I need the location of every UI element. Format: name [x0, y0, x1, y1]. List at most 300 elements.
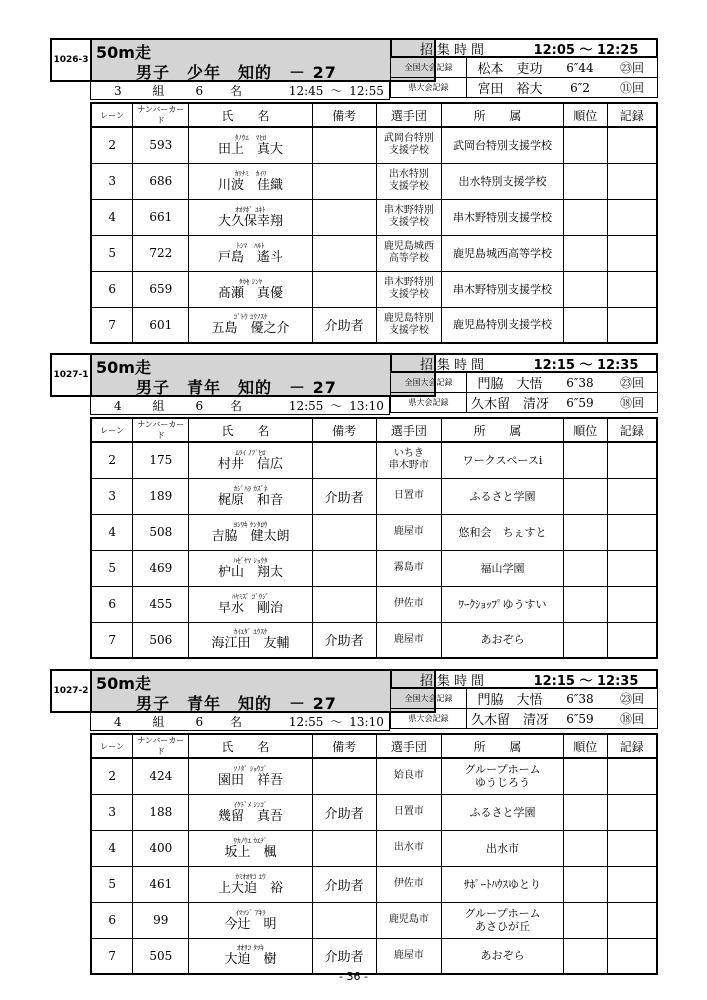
number-cell: 508	[133, 514, 189, 550]
lane-cell: 7	[91, 622, 133, 658]
entrant-count: 6	[195, 398, 204, 413]
header-name: 氏 名	[189, 418, 313, 442]
athlete-cell	[189, 271, 313, 307]
affiliation-cell: グループホーム ゆうじろう	[442, 758, 564, 794]
number-cell: 661	[133, 199, 189, 235]
athlete-kana: ﾖｼﾜｷ ｹﾝﾀﾛｳ	[233, 520, 268, 529]
lane-cell: 7	[91, 938, 133, 974]
team-cell: 日置市	[376, 794, 442, 830]
group-info	[90, 397, 390, 415]
entrant-label: 名	[230, 84, 243, 98]
time-separator: 〜	[330, 399, 343, 413]
record-cell[interactable]	[607, 902, 657, 938]
record-cell[interactable]	[607, 127, 657, 163]
team-cell: 串木野特別 支援学校	[376, 271, 442, 307]
rank-cell[interactable]	[563, 514, 607, 550]
group-label: 組	[152, 84, 165, 98]
lane-cell: 7	[91, 307, 133, 343]
prefectural-record-holder: 宮田 裕大	[477, 82, 543, 97]
rank-cell[interactable]	[563, 199, 607, 235]
athlete-cell	[189, 866, 313, 902]
start-list-table	[90, 417, 658, 659]
header-affiliation: 所 属	[442, 103, 564, 127]
athlete-cell	[189, 830, 313, 866]
table-header-row	[91, 103, 657, 127]
affiliation-cell: 福山学園	[442, 550, 564, 586]
lane-cell: 4	[91, 199, 133, 235]
lane-cell: 6	[91, 902, 133, 938]
team-cell: 霧島市	[376, 550, 442, 586]
lane-cell: 6	[91, 271, 133, 307]
record-cell[interactable]	[607, 199, 657, 235]
athlete-kana: ﾀﾉｳｴ ﾏﾋﾛ	[234, 133, 267, 142]
athlete-cell	[189, 163, 313, 199]
national-record	[390, 58, 658, 78]
note-cell	[312, 830, 376, 866]
athlete-kana: ｵｵｻｺ ﾀﾂｷ	[237, 944, 264, 953]
note-cell	[312, 514, 376, 550]
group-number: 4	[114, 714, 122, 729]
end-time: 13:10	[349, 398, 384, 413]
start-time: 12:55	[288, 398, 324, 413]
note-cell	[312, 902, 376, 938]
athlete-name: 川波 佳織	[217, 177, 283, 193]
header-affiliation: 所 属	[442, 734, 564, 758]
rank-cell[interactable]	[563, 794, 607, 830]
note-cell	[312, 758, 376, 794]
header-note: 備考	[312, 103, 376, 127]
athlete-name: 田上 真大	[217, 141, 283, 157]
athlete-name: 早水 剛治	[217, 600, 283, 616]
athlete-kana: ｿﾉﾀﾞ ｼｮｳｺﾞ	[233, 764, 268, 773]
athlete-cell	[189, 758, 313, 794]
number-cell: 175	[133, 442, 189, 478]
rank-cell[interactable]	[563, 442, 607, 478]
national-record	[390, 689, 658, 709]
header-note: 備考	[312, 418, 376, 442]
note-cell	[312, 199, 376, 235]
group-number: 3	[114, 83, 122, 98]
table-row	[91, 938, 657, 974]
table-row	[91, 586, 657, 622]
record-cell[interactable]	[607, 830, 657, 866]
table-row	[91, 550, 657, 586]
national-record-time: 6″38	[566, 691, 594, 706]
national-record-holder: 門脇 大悟	[477, 693, 543, 708]
table-row	[91, 235, 657, 271]
affiliation-cell: ワークスペースi	[442, 442, 564, 478]
header-name: 氏 名	[189, 734, 313, 758]
entrant-label: 名	[230, 399, 243, 413]
athlete-cell	[189, 902, 313, 938]
national-record-edition: ㉓回	[619, 61, 644, 75]
athlete-kana: ｲﾏﾂｼﾞ ｱｷﾗ	[235, 908, 266, 917]
athlete-name: 大久保幸翔	[217, 213, 283, 229]
affiliation-cell: 出水市	[442, 830, 564, 866]
team-cell: 鹿屋市	[376, 938, 442, 974]
team-cell: 鹿屋市	[376, 622, 442, 658]
header-record: 記録	[607, 418, 657, 442]
note-cell	[312, 550, 376, 586]
affiliation-cell: 鹿児島特別支援学校	[442, 307, 564, 343]
team-cell: 鹿屋市	[376, 514, 442, 550]
athlete-cell	[189, 938, 313, 974]
number-cell: 686	[133, 163, 189, 199]
rank-cell[interactable]	[563, 271, 607, 307]
lane-cell: 2	[91, 442, 133, 478]
lane-cell: 6	[91, 586, 133, 622]
athlete-kana: ﾄｼﾏ ﾊﾙﾄ	[236, 241, 265, 250]
header-number-card: ナンバーカード	[133, 103, 189, 127]
team-cell: 鹿児島城西 高等学校	[376, 235, 442, 271]
call-time-box	[390, 669, 658, 689]
prefectural-record-edition: ⑱回	[619, 396, 644, 410]
number-cell: 188	[133, 794, 189, 830]
athlete-cell	[189, 478, 313, 514]
page-number: - 36 -	[339, 970, 368, 983]
event-category: 男子 少年 知的 － 27	[136, 63, 337, 82]
athlete-kana: ｶｲｴﾀﾞ ﾕｳｽｹ	[233, 628, 268, 637]
rank-cell[interactable]	[563, 235, 607, 271]
event-title-box	[90, 38, 436, 82]
athlete-cell	[189, 127, 313, 163]
athlete-name: 五島 優之介	[211, 321, 290, 337]
affiliation-cell: 串木野特別支援学校	[442, 271, 564, 307]
note-cell: 介助者	[312, 866, 376, 902]
national-record-label: 全国大会記録	[391, 689, 467, 708]
rank-cell[interactable]	[563, 830, 607, 866]
note-cell	[312, 271, 376, 307]
affiliation-cell: あおぞら	[442, 938, 564, 974]
end-time: 12:55	[349, 83, 384, 98]
time-separator: 〜	[330, 84, 343, 98]
athlete-kana: ｶｼﾞﾊﾗ ｶｽﾞﾈ	[233, 484, 268, 493]
note-cell	[312, 235, 376, 271]
national-record	[390, 373, 658, 393]
athlete-cell	[189, 794, 313, 830]
team-cell: 鹿児島市	[376, 902, 442, 938]
call-time-label: 招集時間	[419, 357, 488, 373]
header-lane: レーン	[91, 734, 133, 758]
rank-cell[interactable]	[563, 127, 607, 163]
team-cell: 姶良市	[376, 758, 442, 794]
header-rank: 順位	[563, 418, 607, 442]
national-record-edition: ㉓回	[619, 376, 644, 390]
prefectural-record-holder: 久木留 清冴	[470, 713, 549, 728]
affiliation-cell: ふるさと学園	[442, 478, 564, 514]
number-cell: 189	[133, 478, 189, 514]
national-record-time: 6″38	[566, 375, 594, 390]
affiliation-cell: 悠和会 ちぇすと	[442, 514, 564, 550]
note-cell: 介助者	[312, 794, 376, 830]
national-record-time: 6″44	[566, 60, 594, 75]
rank-cell[interactable]	[563, 866, 607, 902]
record-cell[interactable]	[607, 478, 657, 514]
heat-code: 1027-1	[50, 353, 90, 397]
number-cell: 424	[133, 758, 189, 794]
note-cell: 介助者	[312, 622, 376, 658]
header-team: 選手団	[376, 103, 442, 127]
athlete-kana: ﾀｶｾ ｼﾝﾔ	[238, 277, 263, 286]
athlete-name: 坂上 楓	[224, 844, 277, 860]
athlete-kana: ﾊﾔﾐｽﾞ ｺﾞｳｼﾞ	[231, 592, 270, 601]
event-category: 男子 青年 知的 － 27	[136, 694, 337, 713]
header-lane: レーン	[91, 103, 133, 127]
athlete-kana: ｶﾜﾅﾐ ｶｲﾘ	[234, 169, 267, 178]
table-row	[91, 127, 657, 163]
lane-cell: 3	[91, 478, 133, 514]
lane-cell: 2	[91, 758, 133, 794]
athlete-kana: ｲｸﾄﾞﾒ ｼﾝｺﾞ	[233, 800, 268, 809]
athlete-cell	[189, 442, 313, 478]
record-cell[interactable]	[607, 442, 657, 478]
event-name: 50m走	[96, 358, 151, 377]
prefectural-record	[390, 393, 658, 413]
time-separator: 〜	[330, 715, 343, 729]
team-cell: 出水市	[376, 830, 442, 866]
number-cell: 593	[133, 127, 189, 163]
rank-cell[interactable]	[563, 758, 607, 794]
note-cell	[312, 442, 376, 478]
rank-cell[interactable]	[563, 586, 607, 622]
athlete-cell	[189, 586, 313, 622]
athlete-name: 戸島 遙斗	[217, 249, 283, 265]
affiliation-cell: あおぞら	[442, 622, 564, 658]
header-record: 記録	[607, 734, 657, 758]
national-record-label: 全国大会記録	[391, 373, 467, 392]
table-row	[91, 163, 657, 199]
affiliation-cell: 串木野特別支援学校	[442, 199, 564, 235]
athlete-name: 幾留 真吾	[217, 808, 283, 824]
header-rank: 順位	[563, 103, 607, 127]
record-cell[interactable]	[607, 622, 657, 658]
table-row	[91, 307, 657, 343]
athlete-cell	[189, 235, 313, 271]
national-record-edition: ㉓回	[619, 692, 644, 706]
event-category: 男子 青年 知的 － 27	[136, 378, 337, 397]
table-row	[91, 442, 657, 478]
start-time: 12:55	[288, 714, 324, 729]
note-cell: 介助者	[312, 478, 376, 514]
number-cell: 461	[133, 866, 189, 902]
team-cell: 伊佐市	[376, 866, 442, 902]
record-cell[interactable]	[607, 866, 657, 902]
prefectural-record	[390, 709, 658, 729]
lane-cell: 4	[91, 830, 133, 866]
athlete-cell	[189, 514, 313, 550]
affiliation-cell: グループホーム あさひが丘	[442, 902, 564, 938]
start-list-table	[90, 102, 658, 344]
athlete-kana: ｵｵｸﾎﾞ ﾕｷﾄ	[235, 205, 266, 214]
number-cell: 455	[133, 586, 189, 622]
rank-cell[interactable]	[563, 550, 607, 586]
heat-code: 1027-2	[50, 669, 90, 713]
header-name: 氏 名	[189, 103, 313, 127]
table-row	[91, 902, 657, 938]
lane-cell: 3	[91, 794, 133, 830]
table-row	[91, 478, 657, 514]
athlete-name: 園田 祥吾	[217, 772, 283, 788]
team-cell: 武岡台特別 支援学校	[376, 127, 442, 163]
athlete-name: 枦山 翔太	[217, 564, 283, 580]
header-record: 記録	[607, 103, 657, 127]
national-record-holder: 松本 吏功	[477, 62, 543, 77]
prefectural-record-time: 6″59	[566, 395, 594, 410]
number-cell: 506	[133, 622, 189, 658]
table-header-row	[91, 418, 657, 442]
event-title-box	[90, 353, 436, 397]
athlete-kana: ﾊｾﾞﾔﾏ ｼｮｳﾀ	[233, 556, 268, 565]
record-cell[interactable]	[607, 235, 657, 271]
affiliation-cell: 武岡台特別支援学校	[442, 127, 564, 163]
table-row	[91, 514, 657, 550]
group-label: 組	[152, 399, 165, 413]
event-title-box	[90, 669, 436, 713]
athlete-name: 髙瀬 真優	[217, 285, 283, 301]
number-cell: 469	[133, 550, 189, 586]
group-label: 組	[152, 715, 165, 729]
lane-cell: 4	[91, 514, 133, 550]
header-team: 選手団	[376, 418, 442, 442]
note-cell	[312, 163, 376, 199]
team-cell: 日置市	[376, 478, 442, 514]
athlete-name: 海江田 友輔	[211, 636, 290, 652]
record-cell[interactable]	[607, 514, 657, 550]
number-cell: 601	[133, 307, 189, 343]
record-cell[interactable]	[607, 758, 657, 794]
table-row	[91, 866, 657, 902]
entrant-count: 6	[195, 714, 204, 729]
header-number-card: ナンバーカード	[133, 418, 189, 442]
lane-cell: 3	[91, 163, 133, 199]
affiliation-cell: 出水特別支援学校	[442, 163, 564, 199]
record-cell[interactable]	[607, 307, 657, 343]
entrant-count: 6	[195, 83, 204, 98]
start-time: 12:45	[288, 83, 324, 98]
number-cell: 722	[133, 235, 189, 271]
record-cell[interactable]	[607, 938, 657, 974]
record-cell[interactable]	[607, 794, 657, 830]
call-time-label: 招集時間	[419, 673, 488, 689]
affiliation-cell: ｻﾎﾟｰﾄﾊｳｽゆとり	[442, 866, 564, 902]
table-row	[91, 199, 657, 235]
start-list-table	[90, 733, 658, 975]
prefectural-record-edition: ⑪回	[619, 81, 644, 95]
end-time: 13:10	[349, 714, 384, 729]
call-time-box	[390, 353, 658, 373]
team-cell: いちき 串木野市	[376, 442, 442, 478]
call-time-box	[390, 38, 658, 58]
prefectural-record-label: 県大会記録	[391, 393, 467, 412]
athlete-name: 上大迫 裕	[217, 880, 283, 896]
call-time-label: 招集時間	[419, 42, 488, 58]
prefectural-record-label: 県大会記録	[391, 78, 467, 97]
athlete-cell	[189, 550, 313, 586]
call-time-value: 12:05 〜 12:25	[533, 42, 639, 58]
prefectural-record-time: 6″2	[570, 80, 590, 95]
header-lane: レーン	[91, 418, 133, 442]
note-cell: 介助者	[312, 307, 376, 343]
lane-cell: 5	[91, 550, 133, 586]
prefectural-record-label: 県大会記録	[391, 709, 467, 728]
note-cell	[312, 127, 376, 163]
rank-cell[interactable]	[563, 163, 607, 199]
rank-cell[interactable]	[563, 902, 607, 938]
athlete-name: 村井 信広	[217, 456, 283, 472]
national-record-label: 全国大会記録	[391, 58, 467, 77]
table-row	[91, 758, 657, 794]
team-cell: 鹿児島特別 支援学校	[376, 307, 442, 343]
table-row	[91, 622, 657, 658]
athlete-name: 大迫 樹	[224, 952, 277, 968]
team-cell: 出水特別 支援学校	[376, 163, 442, 199]
national-record-holder: 門脇 大悟	[477, 377, 543, 392]
athlete-kana: ｻｶﾉｳｴ ｶｴﾃﾞ	[233, 836, 268, 845]
athlete-kana: ｺﾞﾄｳ ﾕｳﾉｽｹ	[233, 313, 268, 322]
rank-cell[interactable]	[563, 622, 607, 658]
athlete-name: 梶原 和音	[217, 492, 283, 508]
number-cell: 659	[133, 271, 189, 307]
athlete-cell	[189, 307, 313, 343]
prefectural-record-time: 6″59	[566, 711, 594, 726]
lane-cell: 5	[91, 235, 133, 271]
header-note: 備考	[312, 734, 376, 758]
table-row	[91, 794, 657, 830]
affiliation-cell: ﾜｰｸｼｮｯﾌﾟゆうすい	[442, 586, 564, 622]
athlete-kana: ﾑﾗｲ ﾉﾌﾞﾋﾛ	[235, 448, 266, 457]
event-name: 50m走	[96, 43, 151, 62]
group-info	[90, 713, 390, 731]
heat-code: 1026-3	[50, 38, 90, 82]
call-time-value: 12:15 〜 12:35	[533, 673, 639, 689]
header-affiliation: 所 属	[442, 418, 564, 442]
record-cell[interactable]	[607, 271, 657, 307]
group-info	[90, 82, 390, 100]
affiliation-cell: ふるさと学園	[442, 794, 564, 830]
lane-cell: 5	[91, 866, 133, 902]
table-header-row	[91, 734, 657, 758]
athlete-name: 吉脇 健太朗	[211, 528, 290, 544]
lane-cell: 2	[91, 127, 133, 163]
athlete-cell	[189, 199, 313, 235]
record-cell[interactable]	[607, 586, 657, 622]
record-cell[interactable]	[607, 550, 657, 586]
athlete-cell	[189, 622, 313, 658]
note-cell	[312, 586, 376, 622]
athlete-kana: ｶﾐｵｵｻｺ ﾕｳ	[235, 872, 266, 881]
number-cell: 400	[133, 830, 189, 866]
athlete-name: 今辻 明	[224, 916, 277, 932]
rank-cell[interactable]	[563, 938, 607, 974]
team-cell: 伊佐市	[376, 586, 442, 622]
header-rank: 順位	[563, 734, 607, 758]
call-time-value: 12:15 〜 12:35	[533, 357, 639, 373]
rank-cell[interactable]	[563, 478, 607, 514]
rank-cell[interactable]	[563, 307, 607, 343]
header-number-card: ナンバーカード	[133, 734, 189, 758]
entrant-label: 名	[230, 715, 243, 729]
prefectural-record	[390, 78, 658, 98]
group-number: 4	[114, 398, 122, 413]
team-cell: 串木野特別 支援学校	[376, 199, 442, 235]
prefectural-record-edition: ⑱回	[619, 712, 644, 726]
prefectural-record-holder: 久木留 清冴	[470, 397, 549, 412]
header-team: 選手団	[376, 734, 442, 758]
record-cell[interactable]	[607, 163, 657, 199]
note-cell: 介助者	[312, 938, 376, 974]
table-row	[91, 830, 657, 866]
event-name: 50m走	[96, 674, 151, 693]
